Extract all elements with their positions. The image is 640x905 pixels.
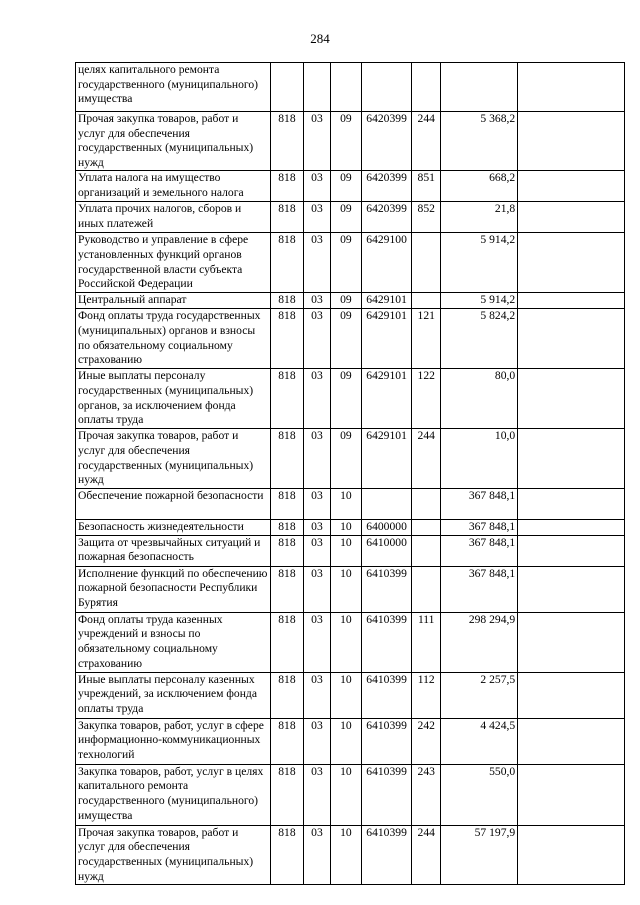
cell-amount: 21,8 [440, 202, 517, 233]
cell-subsection-code: 09 [331, 233, 362, 293]
cell-item-name: Обеспечение пожарной безопасности [76, 488, 271, 519]
cell-item-name: Руководство и управление в сфере установленных функций органов государственной власти субъекта Российской Федерации [76, 233, 271, 293]
cell-amount: 2 257,5 [440, 672, 517, 718]
cell-subsection-code: 10 [331, 672, 362, 718]
cell-target-article-code: 6420399 [361, 171, 412, 202]
cell-extra [518, 369, 625, 429]
cell-section-code: 03 [303, 369, 330, 429]
cell-item-name: Прочая закупка товаров, работ и услуг для обеспечения государственных (муниципальных) нужд [76, 825, 271, 884]
cell-target-article-code [361, 488, 412, 519]
cell-item-name: Иные выплаты персоналу государственных (муниципальных) органов, за исключением фонда оплаты труда [76, 369, 271, 429]
cell-expense-type-code: 112 [412, 672, 440, 718]
cell-ministry-code: 818 [271, 566, 304, 612]
cell-ministry-code: 818 [271, 233, 304, 293]
table-row [76, 309, 625, 369]
cell-subsection-code: 09 [331, 293, 362, 309]
cell-expense-type-code [412, 63, 440, 112]
cell-ministry-code: 818 [271, 369, 304, 429]
cell-target-article-code: 6429100 [361, 233, 412, 293]
cell-extra [518, 535, 625, 566]
cell-amount: 5 914,2 [440, 233, 517, 293]
cell-ministry-code [271, 63, 304, 112]
table-row [76, 672, 625, 718]
cell-expense-type-code: 243 [412, 764, 440, 825]
cell-target-article-code: 6429101 [361, 429, 412, 488]
cell-extra [518, 233, 625, 293]
cell-subsection-code: 09 [331, 202, 362, 233]
cell-section-code: 03 [303, 825, 330, 884]
cell-extra [518, 718, 625, 764]
budget-table [75, 62, 625, 885]
cell-target-article-code: 6420399 [361, 112, 412, 171]
cell-subsection-code: 10 [331, 519, 362, 535]
cell-subsection-code: 09 [331, 429, 362, 488]
cell-expense-type-code [412, 293, 440, 309]
cell-item-name: Иные выплаты персоналу казенных учреждений, за исключением фонда оплаты труда [76, 672, 271, 718]
cell-section-code: 03 [303, 718, 330, 764]
table-row [76, 233, 625, 293]
cell-ministry-code: 818 [271, 488, 304, 519]
cell-target-article-code: 6429101 [361, 369, 412, 429]
cell-target-article-code: 6429101 [361, 309, 412, 369]
cell-item-name: Центральный аппарат [76, 293, 271, 309]
cell-extra [518, 171, 625, 202]
cell-subsection-code: 10 [331, 566, 362, 612]
cell-section-code: 03 [303, 764, 330, 825]
cell-item-name: Закупка товаров, работ, услуг в целях капитального ремонта государственного (муниципального) имущества [76, 764, 271, 825]
cell-expense-type-code [412, 535, 440, 566]
cell-target-article-code: 6410399 [361, 825, 412, 884]
cell-item-name: Закупка товаров, работ, услуг в сфере информационно-коммуникационных технологий [76, 718, 271, 764]
table-row [76, 825, 625, 884]
cell-expense-type-code: 121 [412, 309, 440, 369]
cell-item-name: Фонд оплаты труда государственных (муниципальных) органов и взносы по обязательному социальному страхованию [76, 309, 271, 369]
cell-subsection-code: 09 [331, 171, 362, 202]
cell-ministry-code: 818 [271, 429, 304, 488]
cell-section-code: 03 [303, 233, 330, 293]
cell-expense-type-code [412, 488, 440, 519]
cell-subsection-code [331, 63, 362, 112]
cell-expense-type-code: 242 [412, 718, 440, 764]
cell-amount: 367 848,1 [440, 535, 517, 566]
cell-extra [518, 672, 625, 718]
cell-target-article-code: 6410000 [361, 535, 412, 566]
cell-expense-type-code: 852 [412, 202, 440, 233]
cell-expense-type-code: 111 [412, 612, 440, 672]
cell-item-name: целях капитального ремонта государственного (муниципального) имущества [76, 63, 271, 112]
cell-extra [518, 519, 625, 535]
table-row [76, 488, 625, 519]
cell-extra [518, 612, 625, 672]
cell-amount: 10,0 [440, 429, 517, 488]
cell-target-article-code: 6429101 [361, 293, 412, 309]
cell-expense-type-code: 244 [412, 825, 440, 884]
cell-section-code: 03 [303, 535, 330, 566]
cell-target-article-code: 6410399 [361, 612, 412, 672]
cell-expense-type-code: 122 [412, 369, 440, 429]
table-row [76, 112, 625, 171]
cell-amount: 550,0 [440, 764, 517, 825]
cell-subsection-code: 10 [331, 764, 362, 825]
cell-extra [518, 202, 625, 233]
cell-subsection-code: 10 [331, 488, 362, 519]
cell-amount: 668,2 [440, 171, 517, 202]
cell-extra [518, 429, 625, 488]
cell-expense-type-code: 851 [412, 171, 440, 202]
cell-item-name: Уплата налога на имущество организаций и земельного налога [76, 171, 271, 202]
table-row [76, 202, 625, 233]
cell-expense-type-code [412, 519, 440, 535]
table-row [76, 429, 625, 488]
cell-section-code: 03 [303, 672, 330, 718]
cell-section-code: 03 [303, 429, 330, 488]
cell-target-article-code: 6420399 [361, 202, 412, 233]
cell-ministry-code: 818 [271, 764, 304, 825]
cell-amount: 367 848,1 [440, 488, 517, 519]
cell-amount: 5 914,2 [440, 293, 517, 309]
cell-amount: 5 368,2 [440, 112, 517, 171]
cell-subsection-code: 10 [331, 718, 362, 764]
cell-section-code: 03 [303, 202, 330, 233]
cell-subsection-code: 09 [331, 309, 362, 369]
cell-expense-type-code [412, 233, 440, 293]
cell-target-article-code: 6400000 [361, 519, 412, 535]
cell-section-code: 03 [303, 488, 330, 519]
cell-extra [518, 566, 625, 612]
table-row [76, 519, 625, 535]
cell-ministry-code: 818 [271, 718, 304, 764]
cell-ministry-code: 818 [271, 171, 304, 202]
cell-ministry-code: 818 [271, 309, 304, 369]
cell-extra [518, 309, 625, 369]
cell-amount: 80,0 [440, 369, 517, 429]
cell-amount: 5 824,2 [440, 309, 517, 369]
table-row [76, 171, 625, 202]
cell-subsection-code: 10 [331, 825, 362, 884]
cell-ministry-code: 818 [271, 672, 304, 718]
cell-extra [518, 764, 625, 825]
cell-amount: 4 424,5 [440, 718, 517, 764]
cell-amount [440, 63, 517, 112]
cell-section-code: 03 [303, 112, 330, 171]
cell-item-name: Защита от чрезвычайных ситуаций и пожарная безопасность [76, 535, 271, 566]
cell-target-article-code: 6410399 [361, 566, 412, 612]
cell-ministry-code: 818 [271, 202, 304, 233]
cell-section-code: 03 [303, 293, 330, 309]
cell-amount: 57 197,9 [440, 825, 517, 884]
table-row [76, 63, 625, 112]
cell-item-name: Фонд оплаты труда казенных учреждений и взносы по обязательному социальному страхованию [76, 612, 271, 672]
cell-subsection-code: 10 [331, 535, 362, 566]
cell-item-name: Прочая закупка товаров, работ и услуг для обеспечения государственных (муниципальных) нужд [76, 112, 271, 171]
cell-ministry-code: 818 [271, 112, 304, 171]
cell-extra [518, 825, 625, 884]
cell-amount: 298 294,9 [440, 612, 517, 672]
cell-expense-type-code: 244 [412, 429, 440, 488]
cell-target-article-code: 6410399 [361, 764, 412, 825]
cell-ministry-code: 818 [271, 612, 304, 672]
page-number: 284 [310, 31, 330, 46]
cell-item-name: Уплата прочих налогов, сборов и иных платежей [76, 202, 271, 233]
cell-extra [518, 112, 625, 171]
cell-section-code: 03 [303, 519, 330, 535]
cell-expense-type-code: 244 [412, 112, 440, 171]
cell-item-name: Безопасность жизнедеятельности [76, 519, 271, 535]
cell-item-name: Прочая закупка товаров, работ и услуг для обеспечения государственных (муниципальных) нужд [76, 429, 271, 488]
cell-extra [518, 63, 625, 112]
cell-ministry-code: 818 [271, 825, 304, 884]
cell-extra [518, 488, 625, 519]
table-row [76, 764, 625, 825]
table-row [76, 369, 625, 429]
cell-section-code: 03 [303, 566, 330, 612]
table-row [76, 612, 625, 672]
cell-subsection-code: 10 [331, 612, 362, 672]
cell-subsection-code: 09 [331, 369, 362, 429]
cell-subsection-code: 09 [331, 112, 362, 171]
cell-ministry-code: 818 [271, 293, 304, 309]
cell-target-article-code: 6410399 [361, 718, 412, 764]
table-row [76, 718, 625, 764]
cell-target-article-code [361, 63, 412, 112]
cell-amount: 367 848,1 [440, 519, 517, 535]
table-row [76, 293, 625, 309]
cell-section-code: 03 [303, 612, 330, 672]
cell-expense-type-code [412, 566, 440, 612]
cell-ministry-code: 818 [271, 519, 304, 535]
cell-ministry-code: 818 [271, 535, 304, 566]
table-body [76, 63, 625, 885]
table-row [76, 566, 625, 612]
cell-extra [518, 293, 625, 309]
cell-section-code [303, 63, 330, 112]
table-row [76, 535, 625, 566]
cell-target-article-code: 6410399 [361, 672, 412, 718]
cell-amount: 367 848,1 [440, 566, 517, 612]
cell-section-code: 03 [303, 309, 330, 369]
cell-item-name: Исполнение функций по обеспечению пожарной безопасности Республики Бурятия [76, 566, 271, 612]
cell-section-code: 03 [303, 171, 330, 202]
